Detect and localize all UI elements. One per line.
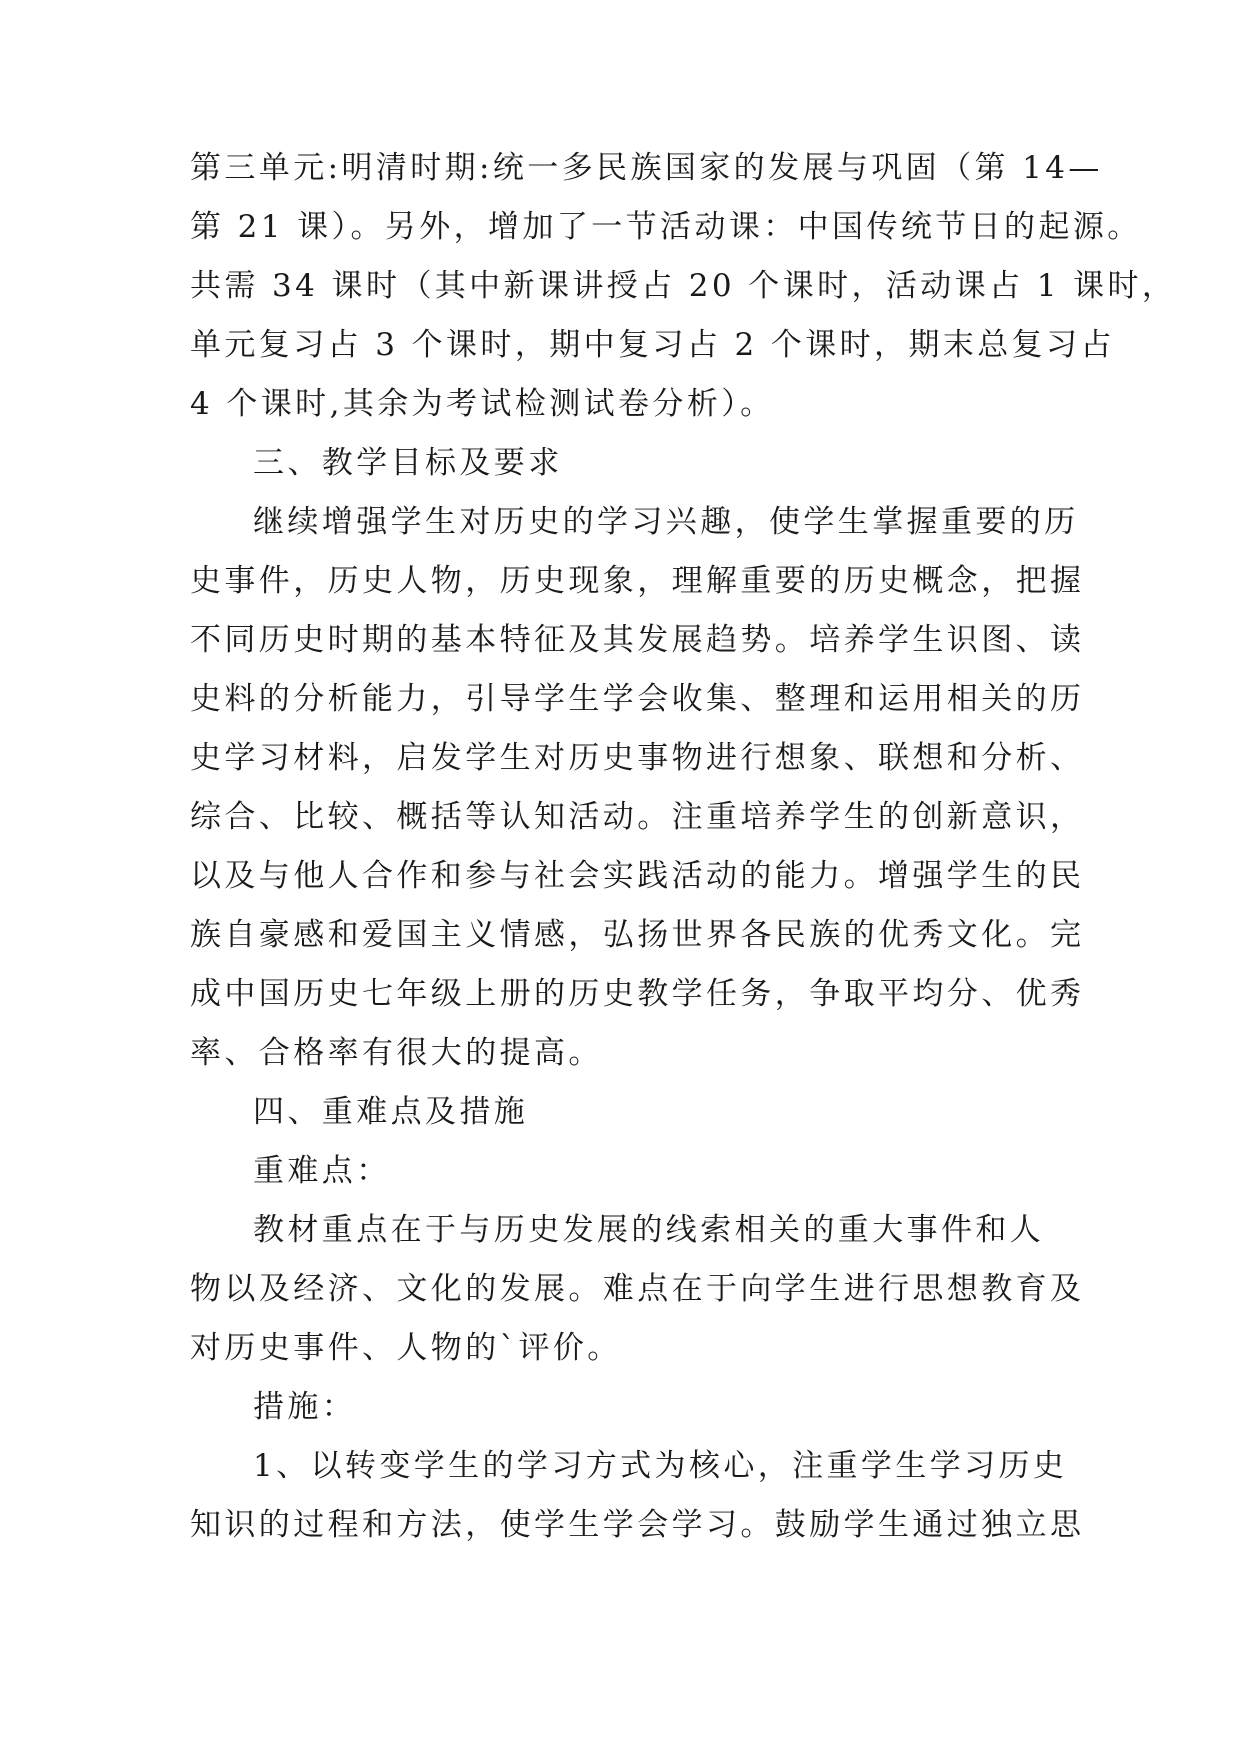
text-line: 单元复习占 3 个课时，期中复习占 2 个课时，期末总复习占 [190,327,1115,363]
text-line: 1、以转变学生的学习方式为核心，注重学生学习历史 [253,1448,1068,1484]
text-line: 史事件，历史人物，历史现象，理解重要的历史概念，把握 [190,563,1085,599]
text-line: 4 个课时,其余为考试检测试卷分析）。 [190,386,775,422]
text-line: 继续增强学生对历史的学习兴趣，使学生掌握重要的历 [253,504,1079,540]
text-line: 知识的过程和方法，使学生学会学习。鼓励学生通过独立思 [190,1507,1085,1543]
text-line: 第三单元:明清时期:统一多民族国家的发展与巩固（第 14— [190,150,1103,186]
text-line: 对历史事件、人物的`评价。 [190,1330,622,1366]
text-line: 第 21 课）。另外，增加了一节活动课：中国传统节日的起源。 [190,209,1142,245]
text-line: 族自豪感和爱国主义情感，弘扬世界各民族的优秀文化。完 [190,917,1085,953]
text-line: 共需 34 课时（其中新课讲授占 20 个课时，活动课占 1 课时， [190,268,1177,304]
section-heading: 三、教学目标及要求 [253,445,563,481]
text-line: 不同历史时期的基本特征及其发展趋势。培养学生识图、读 [190,622,1085,658]
text-line: 成中国历史七年级上册的历史教学任务，争取平均分、优秀 [190,976,1085,1012]
subheading: 重难点： [253,1153,391,1189]
text-line: 史学习材料，启发学生对历史事物进行想象、联想和分析、 [190,740,1085,776]
text-line: 物以及经济、文化的发展。难点在于向学生进行思想教育及 [190,1271,1085,1307]
text-line: 教材重点在于与历史发展的线索相关的重大事件和人 [253,1212,1045,1248]
section-heading: 四、重难点及措施 [253,1094,529,1130]
subheading: 措施： [253,1389,357,1425]
text-line: 率、合格率有很大的提高。 [190,1035,603,1071]
text-line: 史料的分析能力，引导学生学会收集、整理和运用相关的历 [190,681,1085,717]
text-line: 以及与他人合作和参与社会实践活动的能力。增强学生的民 [190,858,1085,894]
text-line: 综合、比较、概括等认知活动。注重培养学生的创新意识， [190,799,1085,835]
